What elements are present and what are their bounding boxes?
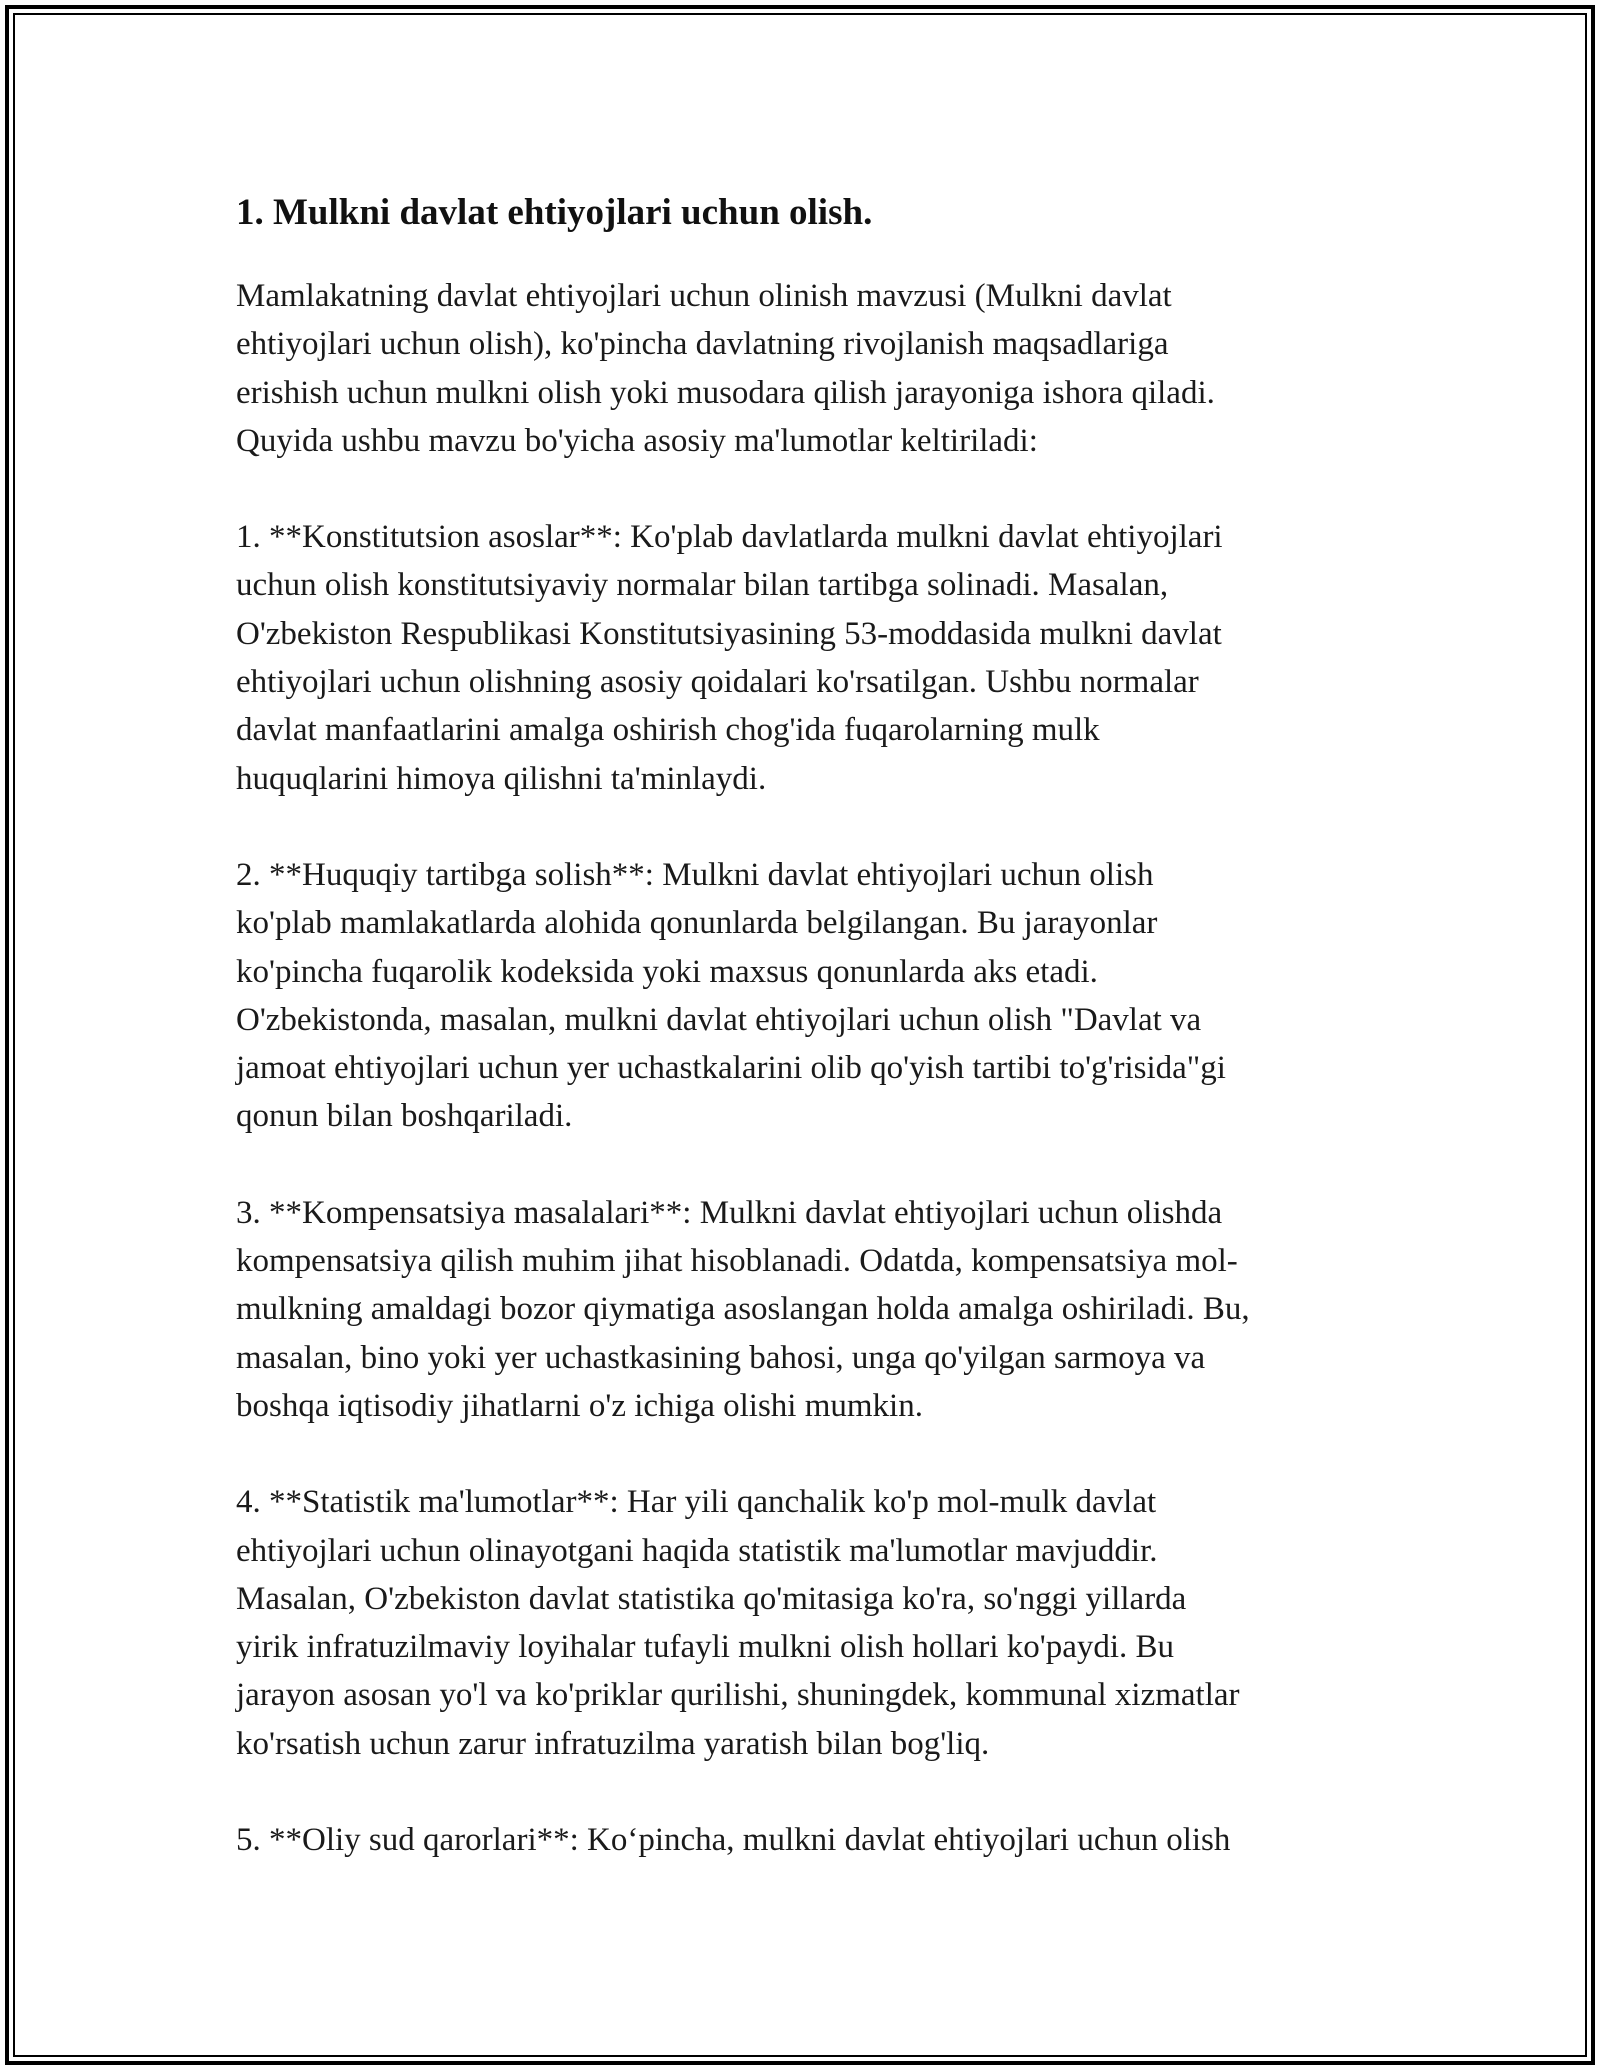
- paragraph-constitutional-basis: 1. **Konstitutsion asoslar**: Ko'plab davlatlarda mulkni davlat ehtiyojlari uchun olish konstitutsiyaviy normalar bilan tartibga solinadi. Masalan, O'zbekiston Respublikasi Konstitutsiyasining 53-moddasida mulkni davlat ehtiyojlari uchun olishning asosiy qoidalari ko'rsatilgan. Ushbu normalar davlat manfaatlarini amalga oshirish chog'ida fuqarolarning mulk huquqlarini himoya qilishni ta'minlaydi.: [236, 519, 1223, 797]
- document-title: 1. Mulkni davlat ehtiyojlari uchun olish.: [236, 192, 873, 233]
- intro-paragraph: Mamlakatning davlat ehtiyojlari uchun olinish mavzusi (Mulkni davlat ehtiyojlari uchun olish), ko'pincha davlatning rivojlanish maqsadlariga erishish uchun mulkni olish yoki musodara qilish jarayoniga ishora qiladi. Quyida ushbu mavzu bo'yicha asosiy ma'lumotlar keltiriladi:: [236, 278, 1215, 459]
- document-body: [236, 188, 1376, 1912]
- paragraph-statistics: 4. **Statistik ma'lumotlar**: Har yili qanchalik ko'p mol-mulk davlat ehtiyojlari uchun olinayotgani haqida statistik ma'lumotlar mavjuddir. Masalan, O'zbekiston davlat statistika qo'mitasiga ko'ra, so'nggi yillarda yirik infratuzilmaviy loyihalar tufayli mulkni olish hollari ko'paydi. Bu jarayon asosan yo'l va ko'priklar qurilishi, shuningdek, kommunal xizmatlar ko'rsatish uchun zarur infratuzilma yaratish bilan bog'liq.: [236, 1484, 1240, 1762]
- paragraph-compensation: 3. **Kompensatsiya masalalari**: Mulkni davlat ehtiyojlari uchun olishda kompensatsiya qilish muhim jihat hisoblanadi. Odatda, kompensatsiya mol- mulkning amaldagi bozor qiymatiga asoslangan holda amalga oshiriladi. Bu, masalan, bino yoki yer uchastkasining bahosi, unga qo'yilgan sarmoya va boshqa iqtisodiy jihatlarni o'z ichiga olishi mumkin.: [236, 1194, 1250, 1424]
- paragraph-supreme-court: 5. **Oliy sud qarorlari**: Ko‘pincha, mulkni davlat ehtiyojlari uchun olish: [236, 1822, 1231, 1859]
- paragraph-legal-regulation: 2. **Huquqiy tartibga solish**: Mulkni davlat ehtiyojlari uchun olish ko'plab mamlakatlarda alohida qonunlarda belgilangan. Bu jarayonlar ko'pincha fuqarolik kodeksida yoki maxsus qonunlarda aks etadi. O'zbekistonda, masalan, mulkni davlat ehtiyojlari uchun olish "Davlat va jamoat ehtiyojlari uchun yer uchastkalarini olib qo'yish tartibi to'g'risida"gi qonun bilan boshqariladi.: [236, 856, 1226, 1135]
